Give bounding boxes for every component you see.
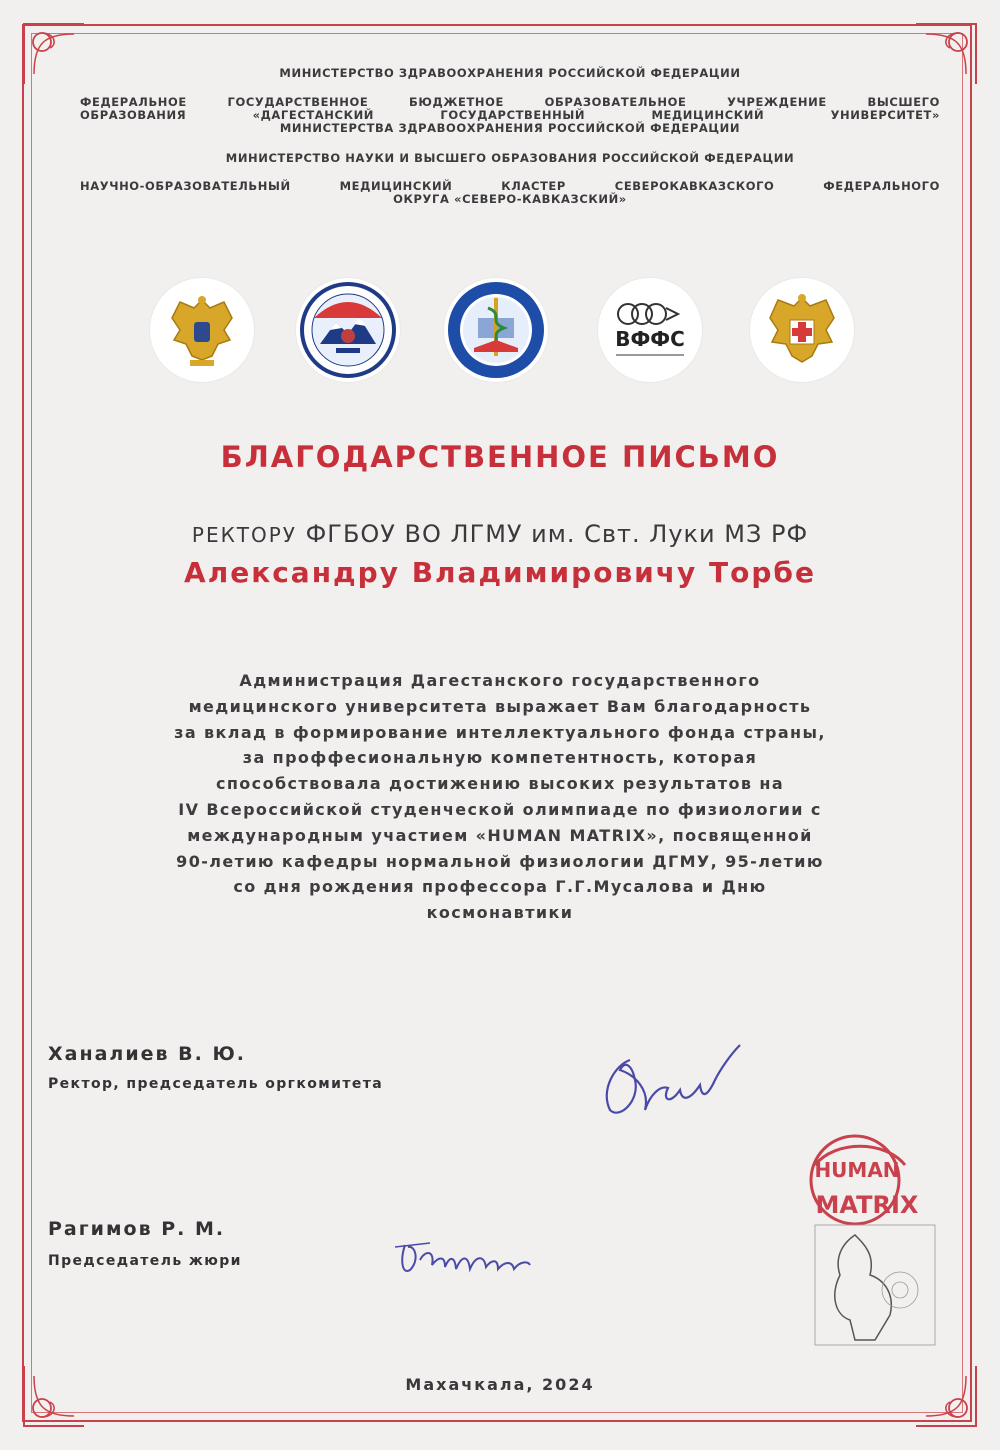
body-line: Администрация Дагестанского государственного bbox=[239, 671, 761, 690]
recipient-name: Александру Владимировичу Торбе bbox=[184, 556, 816, 589]
signatory-1-name: Ханалиев В. Ю. bbox=[48, 1043, 247, 1065]
header-block-4 bbox=[80, 180, 940, 206]
ministry-eagle-emblem-icon bbox=[150, 278, 254, 382]
body-line: космонавтики bbox=[426, 903, 574, 923]
document-title: БЛАГОДАРСТВЕННОЕ ПИСЬМО bbox=[220, 440, 780, 474]
body-line: со дня рождения профессора Г.Г.Мусалова и Дню bbox=[233, 877, 767, 897]
signatory-1-role: Ректор, председатель оргкомитета bbox=[48, 1076, 384, 1092]
header-line-2b: ОБРАЗОВАНИЯ «ДАГЕСТАНСКИЙ ГОСУДАРСТВЕННЫЙ МЕДИЦИНСКИЙ УНИВЕРСИТЕТ» bbox=[80, 108, 940, 122]
header-line-4a: НАУЧНО-ОБРАЗОВАТЕЛЬНЫЙ МЕДИЦИНСКИЙ КЛАСТЕР СЕВЕРОКАВКАЗСКОГО ФЕДЕРАЛЬНОГО bbox=[80, 179, 940, 193]
north-caucasus-cluster-emblem-icon bbox=[296, 278, 400, 382]
human-matrix-logo-icon bbox=[795, 1125, 950, 1370]
header-line-4b: ОКРУГА «СЕВЕРО-КАВКАЗСКИЙ» bbox=[393, 192, 627, 206]
header-line-3: МИНИСТЕРСТВО НАУКИ И ВЫСШЕГО ОБРАЗОВАНИЯ РОССИЙСКОЙ ФЕДЕРАЦИИ bbox=[225, 151, 795, 165]
body-text bbox=[60, 668, 940, 926]
corner-ornament-top-right-icon bbox=[906, 14, 986, 94]
vffs-logo-text: ВФФС bbox=[615, 327, 685, 351]
vffs-logo bbox=[598, 278, 702, 382]
north-caucasus-cluster-emblem bbox=[296, 278, 400, 382]
dagestan-university-emblem bbox=[444, 278, 548, 382]
signature-2-icon bbox=[390, 1225, 570, 1285]
recipient-prefix: РЕКТОРУ bbox=[191, 523, 297, 547]
dagestan-university-emblem-icon bbox=[444, 278, 548, 382]
body-line: 90-летию кафедры нормальной физиологии ДГМУ, 95-летию bbox=[176, 851, 824, 871]
body-line: IV Всероссийской студенческой олимпиаде по физиологии с bbox=[178, 799, 822, 819]
human-matrix-line2: MATRIX bbox=[815, 1191, 919, 1219]
health-ministry-eagle-emblem-icon bbox=[750, 278, 854, 382]
corner-ornament-bottom-left-icon bbox=[14, 1356, 94, 1436]
body-line: за вклад в формирование интеллектуального фонда страны, bbox=[174, 722, 826, 742]
header-line-2c: МИНИСТЕРСТВА ЗДРАВООХРАНЕНИЯ РОССИЙСКОЙ ФЕДЕРАЦИИ bbox=[279, 121, 741, 135]
ministry-eagle-emblem bbox=[150, 278, 254, 382]
footer-place-date: Махачкала, 2024 bbox=[405, 1375, 595, 1394]
signature-1-icon bbox=[590, 1040, 760, 1125]
header-block-2 bbox=[80, 96, 940, 135]
body-line: способствовала достижению высоких результатов на bbox=[215, 774, 785, 794]
signatory-2-role: Председатель жюри bbox=[48, 1253, 242, 1269]
recipient-line bbox=[0, 520, 1000, 548]
human-matrix-line1: HUMAN bbox=[814, 1158, 900, 1182]
header-line-1: МИНИСТЕРСТВО ЗДРАВООХРАНЕНИЯ РОССИЙСКОЙ ФЕДЕРАЦИИ bbox=[279, 66, 741, 80]
body-line: за проффесиональную компетентность, которая bbox=[242, 748, 758, 768]
corner-ornament-top-left-icon bbox=[14, 14, 94, 94]
signatory-2-name: Рагимов Р. М. bbox=[48, 1218, 226, 1240]
header-line-2a: ФЕДЕРАЛЬНОЕ ГОСУДАРСТВЕННОЕ БЮДЖЕТНОЕ ОБРАЗОВАТЕЛЬНОЕ УЧРЕЖДЕНИЕ ВЫСШЕГО bbox=[80, 95, 940, 109]
recipient-org: ФГБОУ ВО ЛГМУ им. Свт. Луки МЗ РФ bbox=[305, 520, 809, 548]
vffs-logo-icon bbox=[598, 278, 702, 382]
body-line: международным участием «HUMAN MATRIX», посвященной bbox=[187, 825, 813, 845]
body-line: медицинского университета выражает Вам благодарность bbox=[188, 696, 812, 716]
health-ministry-eagle-emblem bbox=[750, 278, 854, 382]
